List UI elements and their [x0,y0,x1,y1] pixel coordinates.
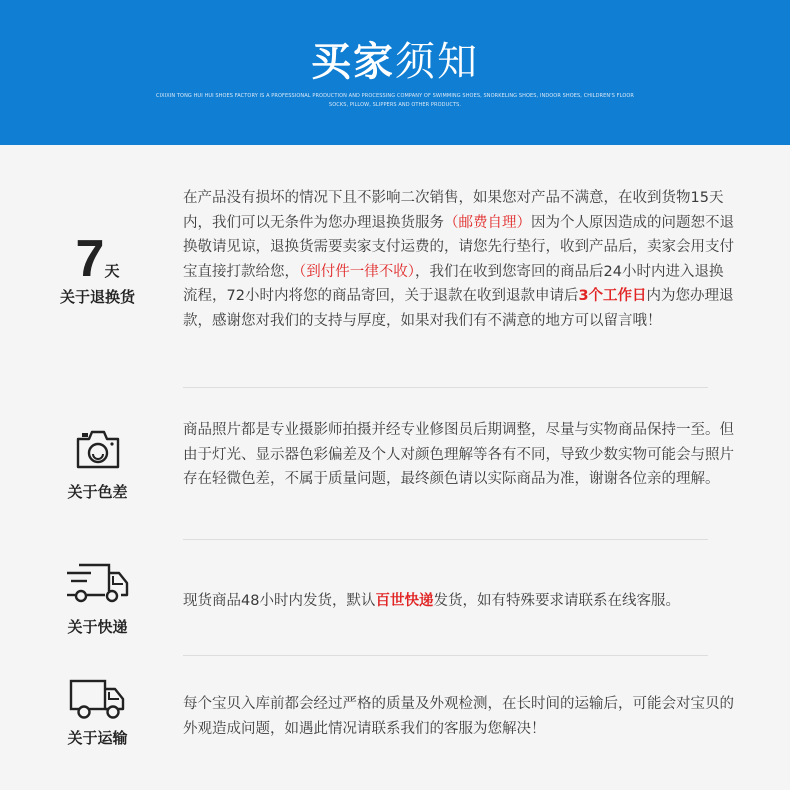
days-number: 7 [75,230,105,288]
truck-icon [40,677,155,727]
return-text-part: 内为您办理退款，感谢您对我们的支持与厚度，如果对我们有不满意的地方可以留言哦！ [183,288,734,329]
page-title-light: 须知 [395,39,479,85]
return-highlight-cod: （到付件一律不收） [299,263,415,280]
shipping-text: 每个宝贝入库前都会经过严格的质量及外观检测，在长时间的运输后，可能会对宝贝的外观造成问题，如遇此情况请联系我们的客服为您解决！ [183,696,734,737]
return-badge [40,230,155,288]
return-text-part: ，我们在收到您寄回的商品后24小时内进入退换流程，72小时内将您的商品寄回，关于退款在收到退款申请后 [183,263,724,304]
return-highlight-days: 3个工作日 [578,288,647,304]
shipping-label: 关于运输 [67,729,128,747]
days-unit: 天 [104,262,120,280]
express-highlight-carrier: 百世快递 [375,593,434,609]
divider [183,387,708,388]
express-text-part: 现货商品48小时内发货，默认 [183,593,376,609]
color-text: 商品照片都是专业摄影师拍摄并经专业修图员后期调整，尽量与实物商品保持一至。但由于灯光、显示器色彩偏差及个人对颜色理解等各有不同，导致少数实物可能会与照片存在轻微色差，不属于质量问题，最终颜色请以实际商品为准，谢谢各位亲的理解。 [183,422,734,487]
express-label: 关于快递 [67,618,128,636]
page-subtitle: CIXIXIN TONG HUI HUI SHOES FACTORY IS A PROFESSIONAL PRODUCTION AND PROCESSING COMPANY OF SWIMMING SHOES, SNORKELING SHOES, INDOOR SHOES, CHILDREN'S FLOOR SOCKS, PILLOW, SLIPPERS AND OTHER PRODUCTS. [155,93,634,108]
camera-icon [40,429,155,475]
page-title [0,36,790,88]
return-text-part: 在产品没有损坏的情况下且不影响二次销售，如果您对产品不满意，在收到货物15天内，我们可以无条件为您办理退换货服务 [183,190,724,231]
fast-truck-icon [40,559,155,611]
return-text [183,186,735,333]
header-banner [0,0,790,145]
return-highlight-postage: （邮费自理） [444,214,531,231]
express-text [183,589,735,614]
divider [183,539,708,540]
return-text-part: 因为个人原因造成的问题恕不退换敬请见谅，退换货需要卖家支付运费的，请您先行垫行，收到产品后，卖家会用支付宝直接打款给您， [183,214,734,280]
express-text-part: 发货，如有特殊要求请联系在线客服。 [433,593,680,609]
page-title-bold: 买家 [311,39,395,85]
return-label: 关于退换货 [59,288,135,306]
divider [183,655,708,656]
color-label: 关于色差 [67,483,128,501]
